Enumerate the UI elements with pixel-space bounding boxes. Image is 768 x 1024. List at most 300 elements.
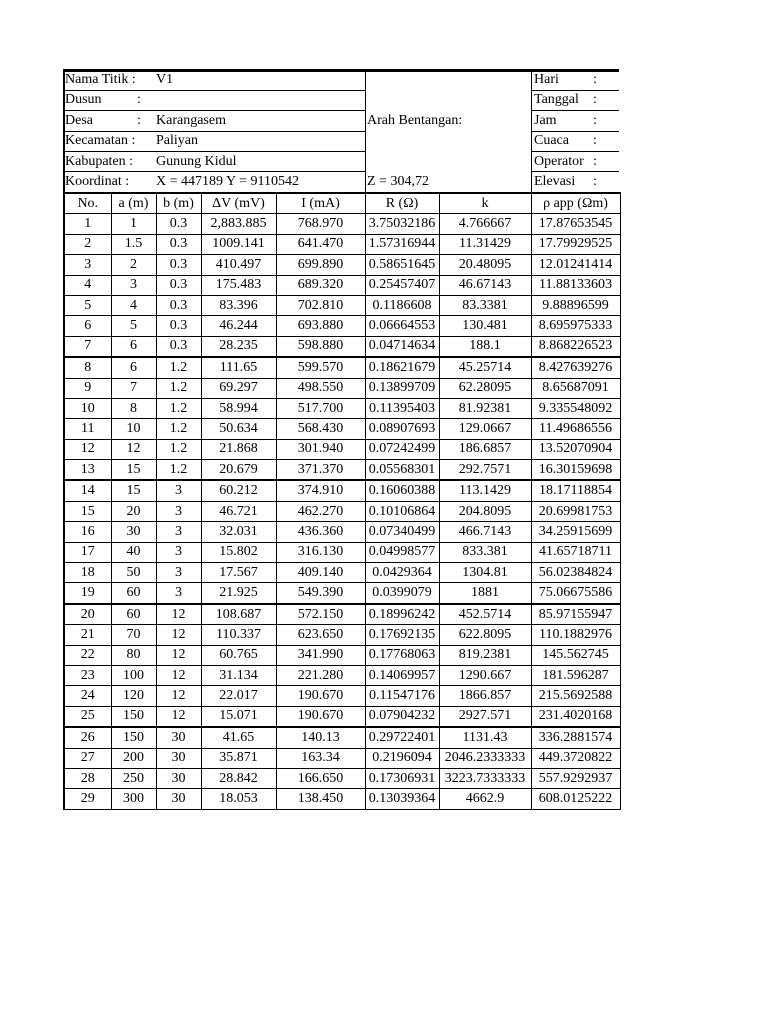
cell-b: 1.2 [156, 439, 201, 459]
cell-r: 0.18996242 [365, 604, 439, 625]
cell-a: 150 [111, 706, 156, 727]
cell-dv: 46.721 [201, 501, 276, 521]
cell-no: 14 [64, 480, 111, 501]
cell-i: 549.390 [276, 583, 365, 604]
cell-r: 1.57316944 [365, 234, 439, 254]
cell-b: 0.3 [156, 214, 201, 234]
cell-k: 819.2381 [439, 645, 531, 665]
cell-no: 3 [64, 255, 111, 275]
cell-k: 83.3381 [439, 295, 531, 315]
cell-b: 0.3 [156, 336, 201, 357]
cell-b: 12 [156, 686, 201, 706]
cell-dv: 31.134 [201, 665, 276, 685]
cell-no: 23 [64, 665, 111, 685]
cell-no: 11 [64, 419, 111, 439]
cuaca-colon: : [593, 133, 597, 148]
koordinat-label: Koordinat : [65, 174, 130, 189]
cell-a: 15 [111, 460, 156, 481]
cell-dv: 28.842 [201, 768, 276, 788]
table-row [64, 789, 620, 809]
cell-i: 221.280 [276, 665, 365, 685]
cell-k: 2927.571 [439, 706, 531, 727]
cell-dv: 69.297 [201, 378, 276, 398]
cell-rho: 557.9292937 [531, 768, 620, 788]
cell-i: 517.700 [276, 398, 365, 418]
cell-i: 599.570 [276, 357, 365, 378]
cell-k: 45.25714 [439, 357, 531, 378]
cell-dv: 18.053 [201, 789, 276, 809]
cell-b: 12 [156, 645, 201, 665]
table-row [64, 727, 620, 748]
cell-no: 5 [64, 295, 111, 315]
cell-r: 0.18621679 [365, 357, 439, 378]
cell-no: 4 [64, 275, 111, 295]
cell-rho: 34.25915699 [531, 522, 620, 542]
cell-b: 0.3 [156, 255, 201, 275]
table-row [64, 214, 620, 234]
cell-no: 12 [64, 439, 111, 459]
cell-no: 22 [64, 645, 111, 665]
cell-k: 81.92381 [439, 398, 531, 418]
cell-no: 26 [64, 727, 111, 748]
cell-no: 25 [64, 706, 111, 727]
cell-a: 5 [111, 316, 156, 336]
cell-i: 316.130 [276, 542, 365, 562]
cell-no: 16 [64, 522, 111, 542]
cell-no: 27 [64, 748, 111, 768]
cell-i: 568.430 [276, 419, 365, 439]
cell-no: 8 [64, 357, 111, 378]
table-row [64, 748, 620, 768]
cell-k: 186.6857 [439, 439, 531, 459]
cell-k: 204.8095 [439, 501, 531, 521]
cell-k: 2046.2333333 [439, 748, 531, 768]
cell-b: 30 [156, 727, 201, 748]
tanggal-colon: : [593, 92, 597, 107]
cell-k: 20.48095 [439, 255, 531, 275]
cell-dv: 35.871 [201, 748, 276, 768]
cell-no: 1 [64, 214, 111, 234]
cell-rho: 17.79929525 [531, 234, 620, 254]
cell-a: 4 [111, 295, 156, 315]
cell-r: 0.04998577 [365, 542, 439, 562]
table-row [64, 768, 620, 788]
cell-rho: 8.695975333 [531, 316, 620, 336]
table-row [64, 563, 620, 583]
cell-no: 24 [64, 686, 111, 706]
cell-a: 70 [111, 625, 156, 645]
cell-i: 689.320 [276, 275, 365, 295]
cell-r: 0.17306931 [365, 768, 439, 788]
cell-dv: 175.483 [201, 275, 276, 295]
dusun-colon: : [137, 92, 141, 107]
cell-dv: 410.497 [201, 255, 276, 275]
cell-rho: 8.427639276 [531, 357, 620, 378]
hari-colon: : [593, 72, 597, 87]
table-row [64, 357, 620, 378]
tanggal-label: Tanggal [534, 92, 579, 107]
cell-b: 12 [156, 625, 201, 645]
cell-a: 300 [111, 789, 156, 809]
table-row [64, 439, 620, 459]
table-row [64, 336, 620, 357]
cell-i: 301.940 [276, 439, 365, 459]
table-row [64, 295, 620, 315]
arah-bentangan-label: Arah Bentangan: [367, 113, 463, 128]
kecamatan-value: Paliyan [156, 133, 198, 148]
col-header-b: b (m) [156, 193, 201, 214]
cell-i: 462.270 [276, 501, 365, 521]
cell-i: 341.990 [276, 645, 365, 665]
cell-a: 6 [111, 336, 156, 357]
cell-rho: 336.2881574 [531, 727, 620, 748]
desa-label: Desa [65, 113, 93, 128]
cell-r: 0.07340499 [365, 522, 439, 542]
cell-rho: 85.97155947 [531, 604, 620, 625]
cell-b: 3 [156, 542, 201, 562]
cell-b: 30 [156, 789, 201, 809]
cell-rho: 18.17118854 [531, 480, 620, 501]
cell-b: 12 [156, 706, 201, 727]
cell-i: 374.910 [276, 480, 365, 501]
cell-r: 0.2196094 [365, 748, 439, 768]
cell-i: 598.880 [276, 336, 365, 357]
cell-no: 15 [64, 501, 111, 521]
cell-no: 28 [64, 768, 111, 788]
cell-a: 40 [111, 542, 156, 562]
table-row [64, 316, 620, 336]
cell-k: 11.31429 [439, 234, 531, 254]
table-row [64, 378, 620, 398]
cuaca-label: Cuaca [534, 133, 569, 148]
cell-dv: 28.235 [201, 336, 276, 357]
cell-rho: 13.52070904 [531, 439, 620, 459]
cell-r: 0.13899709 [365, 378, 439, 398]
cell-dv: 83.396 [201, 295, 276, 315]
cell-k: 3223.7333333 [439, 768, 531, 788]
cell-a: 30 [111, 522, 156, 542]
cell-i: 163.34 [276, 748, 365, 768]
cell-dv: 60.212 [201, 480, 276, 501]
cell-b: 12 [156, 604, 201, 625]
cell-b: 3 [156, 522, 201, 542]
cell-r: 0.0399079 [365, 583, 439, 604]
cell-dv: 111.65 [201, 357, 276, 378]
cell-dv: 21.868 [201, 439, 276, 459]
cell-dv: 41.65 [201, 727, 276, 748]
nama-titik-value: V1 [156, 72, 174, 87]
cell-i: 641.470 [276, 234, 365, 254]
cell-i: 572.150 [276, 604, 365, 625]
cell-r: 0.25457407 [365, 275, 439, 295]
table-row [64, 234, 620, 254]
cell-b: 0.3 [156, 316, 201, 336]
survey-header [63, 69, 619, 192]
cell-rho: 17.87653545 [531, 214, 620, 234]
cell-k: 113.1429 [439, 480, 531, 501]
cell-no: 7 [64, 336, 111, 357]
cell-rho: 11.88133603 [531, 275, 620, 295]
cell-i: 498.550 [276, 378, 365, 398]
cell-b: 12 [156, 665, 201, 685]
measurement-table [63, 192, 621, 810]
operator-colon: : [593, 154, 597, 169]
cell-a: 6 [111, 357, 156, 378]
cell-rho: 12.01241414 [531, 255, 620, 275]
cell-r: 0.06664553 [365, 316, 439, 336]
cell-a: 150 [111, 727, 156, 748]
cell-a: 8 [111, 398, 156, 418]
cell-rho: 20.69981753 [531, 501, 620, 521]
cell-a: 60 [111, 604, 156, 625]
cell-rho: 181.596287 [531, 665, 620, 685]
cell-rho: 56.02384824 [531, 563, 620, 583]
cell-b: 1.2 [156, 378, 201, 398]
cell-k: 452.5714 [439, 604, 531, 625]
table-row [64, 583, 620, 604]
cell-rho: 41.65718711 [531, 542, 620, 562]
cell-i: 140.13 [276, 727, 365, 748]
cell-k: 292.7571 [439, 460, 531, 481]
cell-i: 768.970 [276, 214, 365, 234]
cell-no: 10 [64, 398, 111, 418]
cell-b: 30 [156, 748, 201, 768]
cell-b: 0.3 [156, 275, 201, 295]
cell-a: 3 [111, 275, 156, 295]
cell-i: 190.670 [276, 706, 365, 727]
cell-a: 80 [111, 645, 156, 665]
cell-rho: 9.335548092 [531, 398, 620, 418]
cell-b: 3 [156, 563, 201, 583]
cell-r: 0.0429364 [365, 563, 439, 583]
cell-i: 190.670 [276, 686, 365, 706]
cell-r: 0.1186608 [365, 295, 439, 315]
cell-dv: 15.802 [201, 542, 276, 562]
kabupaten-value: Gunung Kidul [156, 154, 237, 169]
cell-b: 0.3 [156, 234, 201, 254]
cell-rho: 16.30159698 [531, 460, 620, 481]
cell-no: 9 [64, 378, 111, 398]
table-row [64, 255, 620, 275]
operator-label: Operator [534, 154, 584, 169]
table-row [64, 604, 620, 625]
cell-no: 13 [64, 460, 111, 481]
cell-i: 702.810 [276, 295, 365, 315]
cell-i: 623.650 [276, 625, 365, 645]
cell-k: 62.28095 [439, 378, 531, 398]
cell-b: 1.2 [156, 460, 201, 481]
cell-dv: 108.687 [201, 604, 276, 625]
cell-k: 130.481 [439, 316, 531, 336]
cell-b: 3 [156, 583, 201, 604]
table-row [64, 419, 620, 439]
cell-dv: 1009.141 [201, 234, 276, 254]
cell-dv: 15.071 [201, 706, 276, 727]
col-header-i: I (mA) [276, 193, 365, 214]
cell-r: 0.11395403 [365, 398, 439, 418]
cell-rho: 75.06675586 [531, 583, 620, 604]
cell-rho: 110.1882976 [531, 625, 620, 645]
desa-colon: : [137, 113, 141, 128]
cell-r: 0.58651645 [365, 255, 439, 275]
cell-k: 188.1 [439, 336, 531, 357]
cell-no: 21 [64, 625, 111, 645]
cell-r: 0.08907693 [365, 419, 439, 439]
cell-k: 622.8095 [439, 625, 531, 645]
cell-b: 30 [156, 768, 201, 788]
cell-r: 0.14069957 [365, 665, 439, 685]
cell-a: 1.5 [111, 234, 156, 254]
jam-label: Jam [534, 113, 557, 128]
cell-r: 0.07904232 [365, 706, 439, 727]
cell-rho: 145.562745 [531, 645, 620, 665]
koordinat-value: X = 447189 Y = 9110542 [156, 174, 299, 189]
nama-titik-label: Nama Titik : [65, 72, 136, 87]
table-header-row [64, 193, 620, 214]
cell-rho: 8.868226523 [531, 336, 620, 357]
table-row [64, 501, 620, 521]
cell-dv: 20.679 [201, 460, 276, 481]
table-row [64, 686, 620, 706]
col-header-rho: ρ app (Ωm) [531, 193, 620, 214]
cell-a: 20 [111, 501, 156, 521]
cell-k: 46.67143 [439, 275, 531, 295]
cell-a: 7 [111, 378, 156, 398]
kecamatan-label: Kecamatan : [65, 133, 136, 148]
cell-k: 4.766667 [439, 214, 531, 234]
table-row [64, 645, 620, 665]
cell-no: 2 [64, 234, 111, 254]
cell-a: 50 [111, 563, 156, 583]
table-row [64, 275, 620, 295]
cell-dv: 60.765 [201, 645, 276, 665]
cell-i: 409.140 [276, 563, 365, 583]
table-row [64, 480, 620, 501]
table-row [64, 522, 620, 542]
cell-a: 200 [111, 748, 156, 768]
cell-i: 693.880 [276, 316, 365, 336]
cell-dv: 17.567 [201, 563, 276, 583]
col-header-r: R (Ω) [365, 193, 439, 214]
cell-rho: 8.65687091 [531, 378, 620, 398]
cell-a: 2 [111, 255, 156, 275]
cell-no: 19 [64, 583, 111, 604]
col-header-a: a (m) [111, 193, 156, 214]
table-body [64, 214, 620, 809]
cell-a: 120 [111, 686, 156, 706]
cell-dv: 110.337 [201, 625, 276, 645]
cell-k: 1290.667 [439, 665, 531, 685]
jam-colon: : [593, 113, 597, 128]
cell-r: 0.04714634 [365, 336, 439, 357]
desa-value: Karangasem [156, 113, 226, 128]
cell-r: 0.11547176 [365, 686, 439, 706]
elevasi-label: Elevasi [534, 174, 576, 189]
cell-dv: 2,883.885 [201, 214, 276, 234]
cell-a: 60 [111, 583, 156, 604]
cell-no: 17 [64, 542, 111, 562]
cell-no: 18 [64, 563, 111, 583]
cell-a: 15 [111, 480, 156, 501]
cell-dv: 21.925 [201, 583, 276, 604]
cell-b: 1.2 [156, 419, 201, 439]
cell-r: 0.13039364 [365, 789, 439, 809]
cell-b: 0.3 [156, 295, 201, 315]
cell-i: 138.450 [276, 789, 365, 809]
cell-i: 166.650 [276, 768, 365, 788]
cell-dv: 32.031 [201, 522, 276, 542]
cell-b: 3 [156, 480, 201, 501]
cell-rho: 9.88896599 [531, 295, 620, 315]
cell-dv: 50.634 [201, 419, 276, 439]
table-row [64, 398, 620, 418]
table-row [64, 460, 620, 481]
cell-rho: 215.5692588 [531, 686, 620, 706]
dusun-label: Dusun [65, 92, 102, 107]
cell-b: 1.2 [156, 357, 201, 378]
kabupaten-label: Kabupaten : [65, 154, 134, 169]
col-header-no: No. [64, 193, 111, 214]
col-header-k: k [439, 193, 531, 214]
cell-k: 466.7143 [439, 522, 531, 542]
cell-rho: 608.0125222 [531, 789, 620, 809]
cell-i: 436.360 [276, 522, 365, 542]
cell-k: 833.381 [439, 542, 531, 562]
cell-r: 0.17692135 [365, 625, 439, 645]
cell-rho: 231.4020168 [531, 706, 620, 727]
cell-dv: 22.017 [201, 686, 276, 706]
table-row [64, 706, 620, 727]
cell-dv: 58.994 [201, 398, 276, 418]
cell-k: 4662.9 [439, 789, 531, 809]
cell-r: 3.75032186 [365, 214, 439, 234]
cell-i: 699.890 [276, 255, 365, 275]
table-row [64, 542, 620, 562]
cell-r: 0.07242499 [365, 439, 439, 459]
cell-dv: 46.244 [201, 316, 276, 336]
elevasi-colon: : [593, 174, 597, 189]
cell-k: 1866.857 [439, 686, 531, 706]
cell-i: 371.370 [276, 460, 365, 481]
cell-r: 0.10106864 [365, 501, 439, 521]
cell-no: 6 [64, 316, 111, 336]
cell-a: 100 [111, 665, 156, 685]
table-row [64, 625, 620, 645]
table-row [64, 665, 620, 685]
cell-no: 29 [64, 789, 111, 809]
cell-a: 250 [111, 768, 156, 788]
cell-r: 0.05568301 [365, 460, 439, 481]
z-value: Z = 304,72 [367, 174, 429, 189]
cell-k: 1881 [439, 583, 531, 604]
cell-b: 3 [156, 501, 201, 521]
hari-label: Hari [534, 72, 559, 87]
cell-r: 0.17768063 [365, 645, 439, 665]
cell-a: 10 [111, 419, 156, 439]
cell-rho: 449.3720822 [531, 748, 620, 768]
cell-b: 1.2 [156, 398, 201, 418]
cell-no: 20 [64, 604, 111, 625]
cell-rho: 11.49686556 [531, 419, 620, 439]
cell-r: 0.29722401 [365, 727, 439, 748]
cell-r: 0.16060388 [365, 480, 439, 501]
cell-k: 1131.43 [439, 727, 531, 748]
cell-a: 12 [111, 439, 156, 459]
col-header-dv: ΔV (mV) [201, 193, 276, 214]
cell-a: 1 [111, 214, 156, 234]
cell-k: 129.0667 [439, 419, 531, 439]
cell-k: 1304.81 [439, 563, 531, 583]
